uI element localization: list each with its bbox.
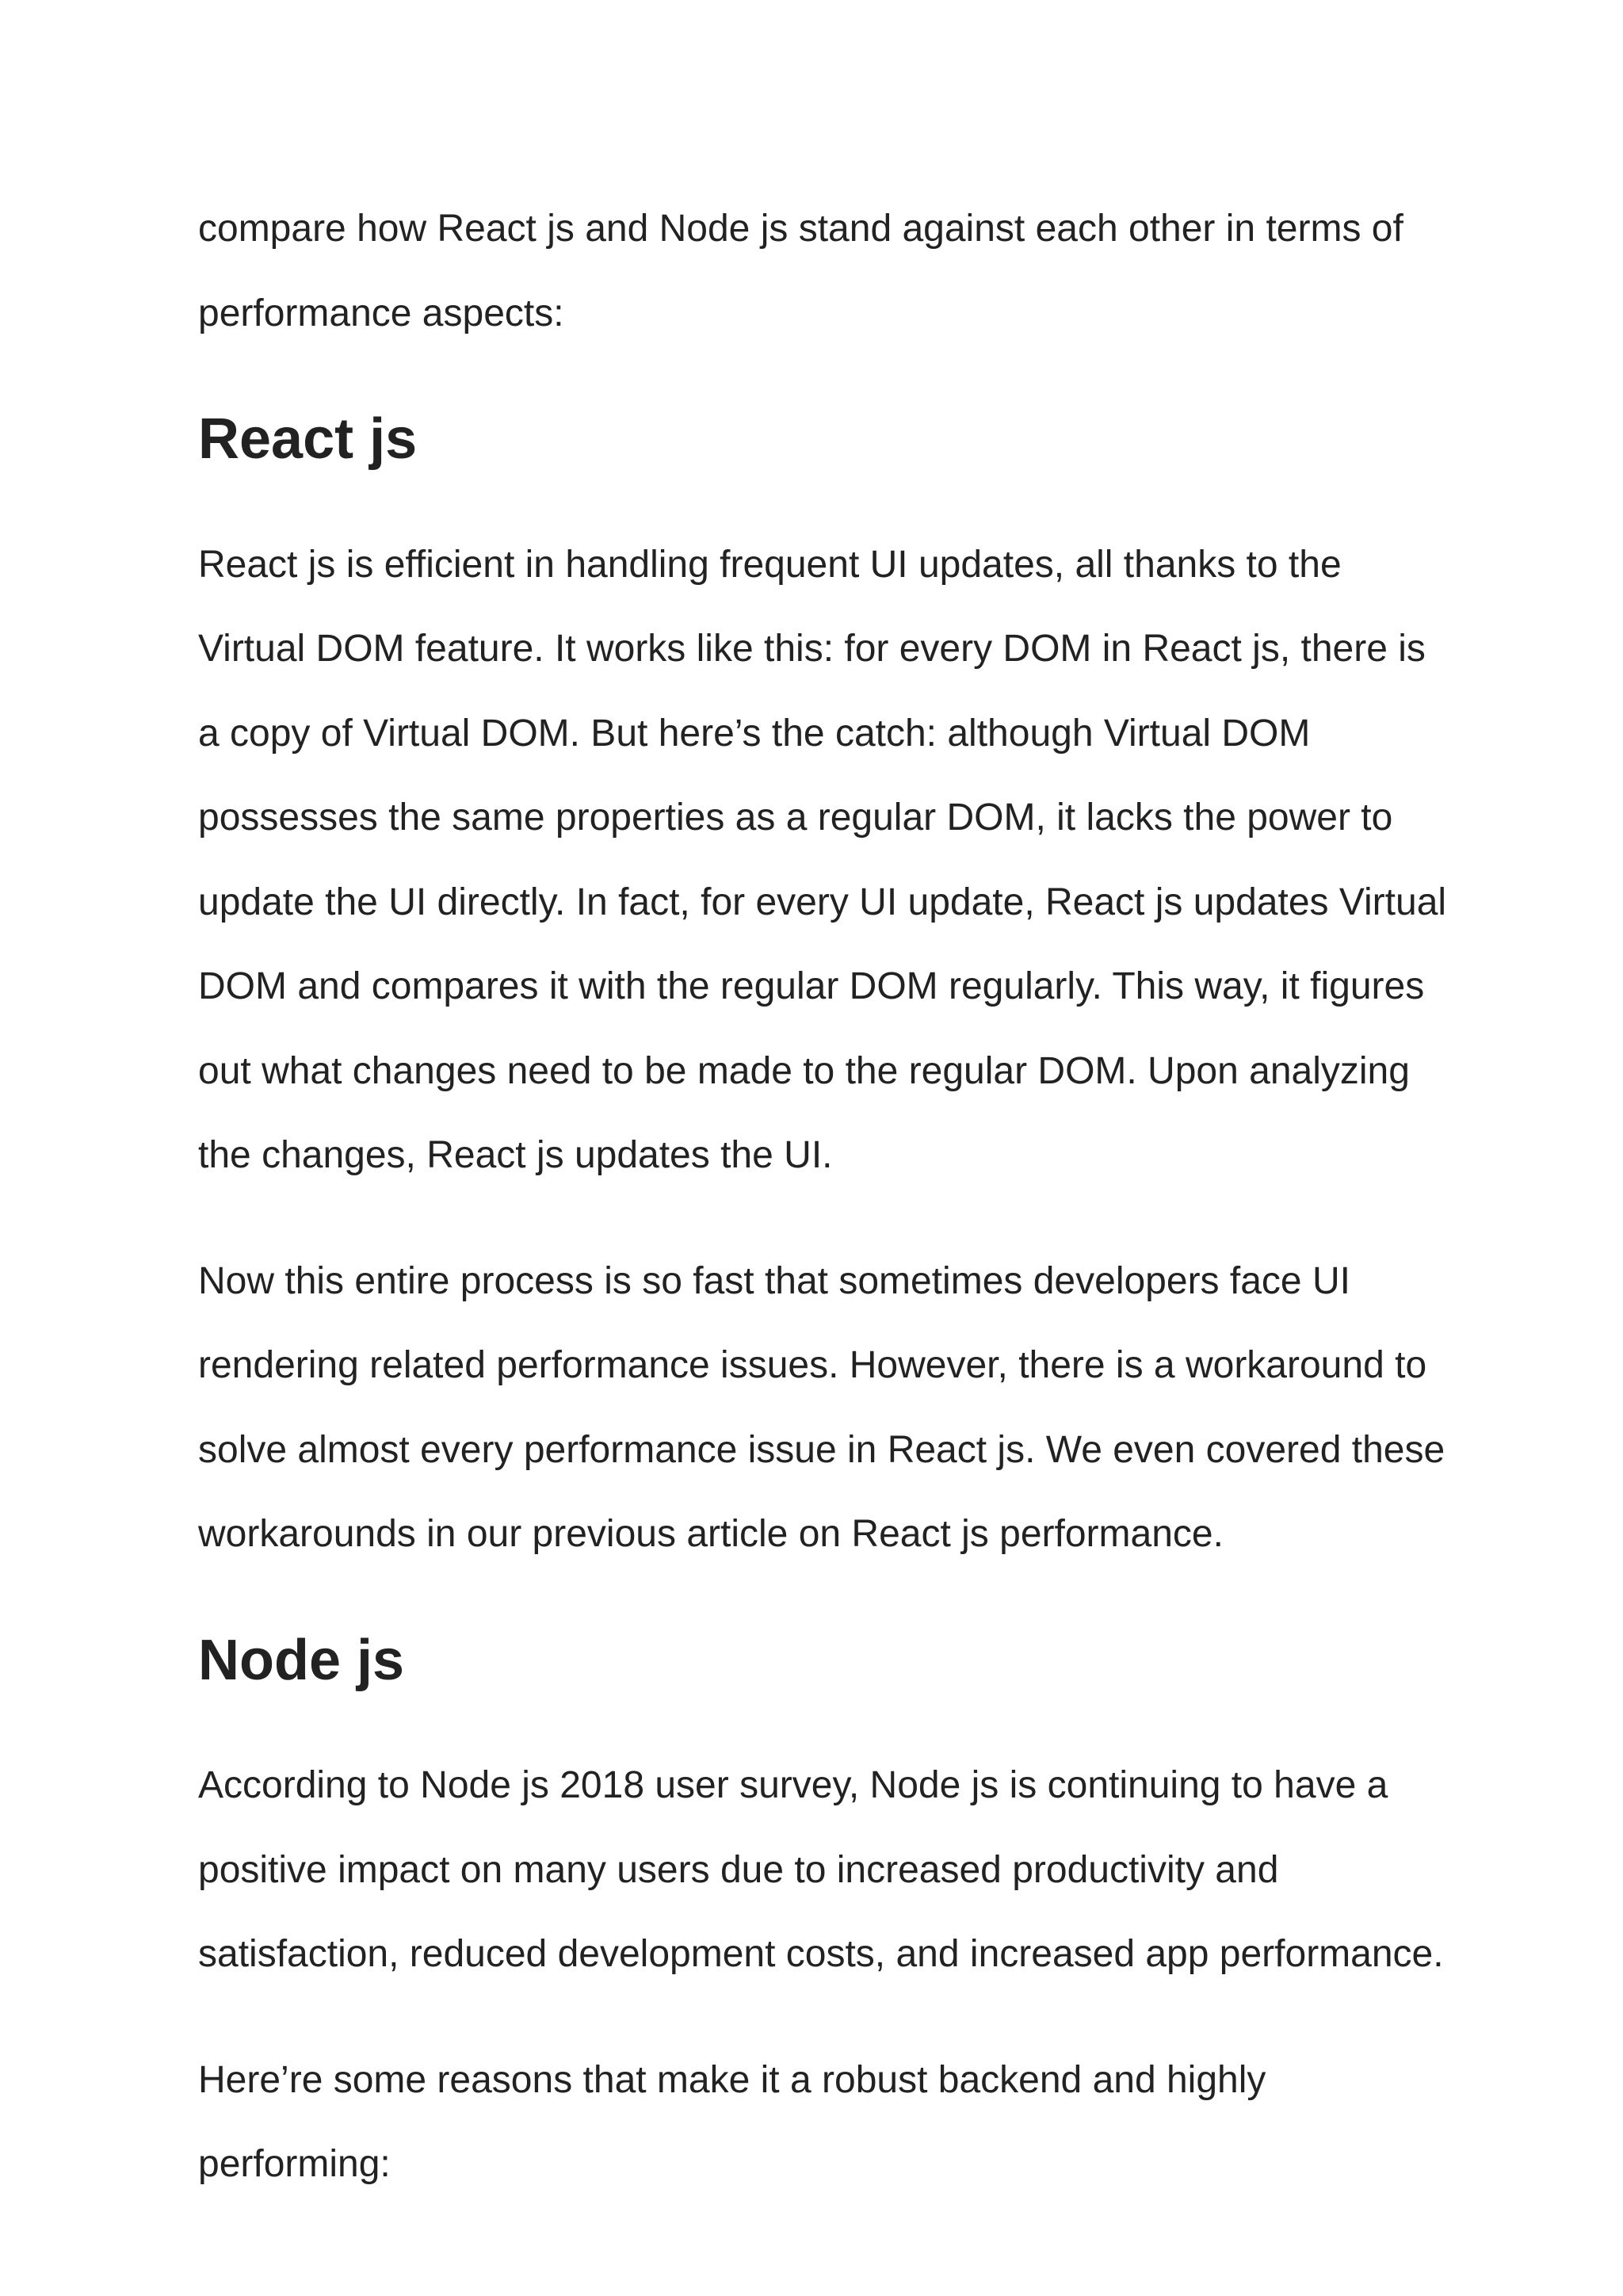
- spacer: [198, 1577, 1450, 1618]
- spacer: [198, 482, 1450, 523]
- react-paragraph-virtual-dom: React js is efficient in handling frequent UI updates, all thanks to the Virtual DOM feature. It works like this: for every DOM in React js, there is a copy of Virtual DOM. But here’s the catch: although Virtual DOM possesses the same properties as a regular DOM, it lacks the power to update the UI directly. In fact, for every UI update, React js updates Virtual DOM and compares it with the regular DOM regularly. This way, it figures out what changes need to be made to the regular DOM. Upon analyzing the changes, React js updates the UI.: [198, 543, 1447, 1176]
- node-paragraph-survey: According to Node js 2018 user survey, Node js is continuing to have a positive impact on many users due to increased productivity and satisfaction, reduced development costs, and increased app performance.: [198, 1764, 1444, 1975]
- section-heading-node: Node js: [198, 1628, 405, 1692]
- intro-paragraph: compare how React js and Node js stand against each other in terms of performance aspects:: [198, 208, 1403, 334]
- section-heading-react: React js: [198, 407, 418, 471]
- spacer: [198, 1198, 1450, 1240]
- react-paragraph-performance: Now this entire process is so fast that sometimes developers face UI rendering related performance issues. However, there is a workaround to solve almost every performance issue in React js. We even covered these workarounds in our previous article on React js performance.: [198, 1259, 1445, 1555]
- spacer: [198, 1702, 1450, 1744]
- spacer: [198, 1997, 1450, 2038]
- document-page: [198, 187, 1450, 2207]
- spacer: [198, 356, 1450, 397]
- node-paragraph-reasons: Here’re some reasons that make it a robust backend and highly performing:: [198, 2058, 1266, 2185]
